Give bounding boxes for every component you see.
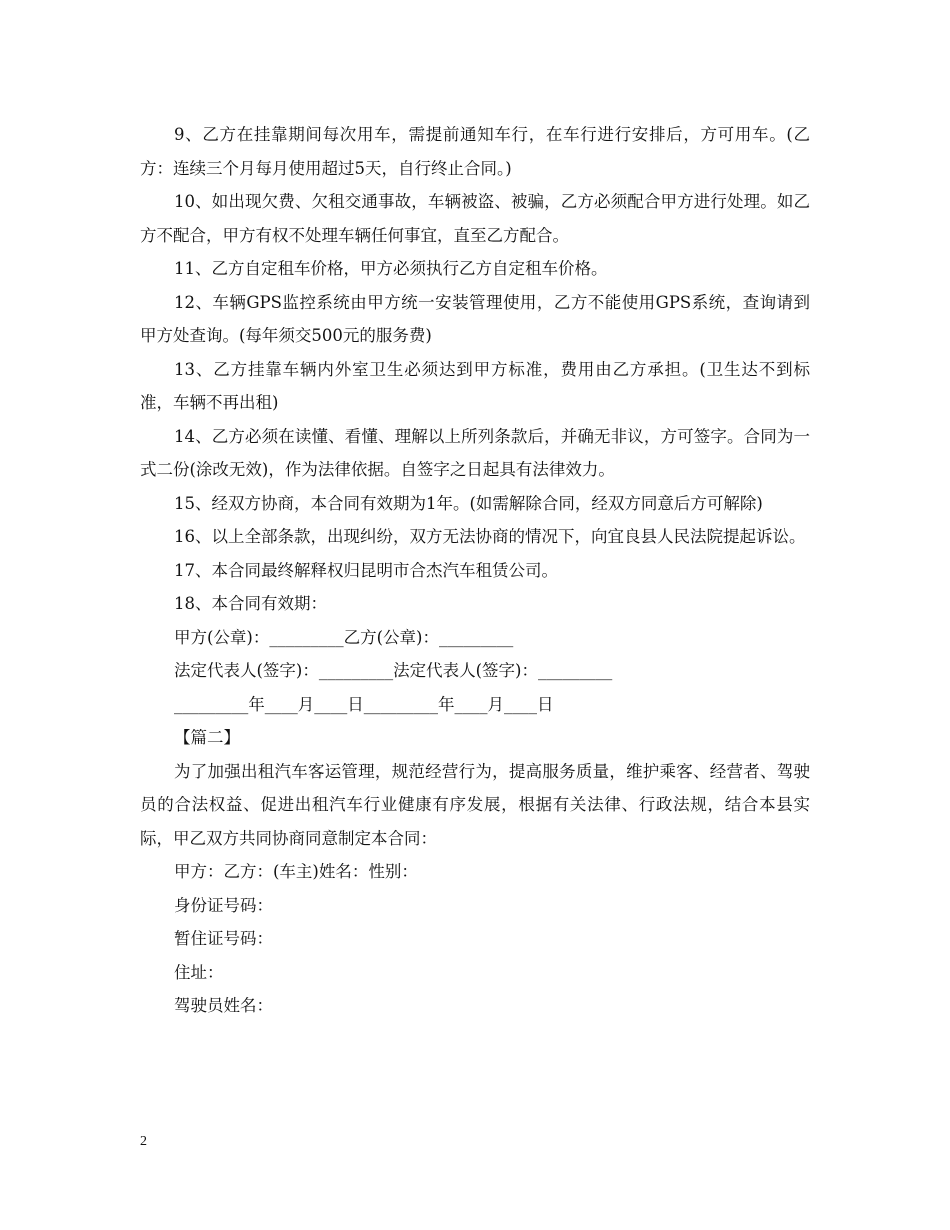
preamble: 为了加强出租汽车客运管理，规范经营行为，提高服务质量，维护乘客、经营者、驾驶员的合法权益、促进出租汽车行业健康有序发展，根据有关法律、行政法规，结合本县实际，甲乙双方共同协商同意制定本合同： bbox=[140, 761, 810, 848]
clause-14: 14、乙方必须在读懂、看懂、理解以上所列条款后，并确无非议，方可签字。合同为一式二份(涂改无效)，作为法律依据。自签字之日起具有法律效力。 bbox=[140, 426, 810, 479]
clause-13: 13、乙方挂靠车辆内外室卫生必须达到甲方标准，费用由乙方承担。(卫生达不到标准，车辆不再出租) bbox=[140, 359, 810, 412]
page-number: 2 bbox=[140, 1134, 147, 1149]
clause-10: 10、如出现欠费、欠租交通事故，车辆被盗、被骗，乙方必须配合甲方进行处理。如乙方不配合，甲方有权不处理车辆任何事宜，直至乙方配合。 bbox=[140, 192, 810, 245]
signature-line: 法定代表人(签字)：_________法定代表人(签字)：_________ bbox=[174, 661, 613, 680]
clause-11: 11、乙方自定租车价格，甲方必须执行乙方自定租车价格。 bbox=[174, 259, 608, 278]
date-line: _________年____月____日_________年____月____日 bbox=[174, 694, 554, 714]
clause-9: 9、乙方在挂靠期间每次用车，需提前通知车行，在车行进行安排后，方可用车。(乙方：连续三个月每月使用超过5天，自行终止合同。) bbox=[140, 125, 810, 178]
driver-name-field: 驾驶员姓名： bbox=[174, 996, 273, 1015]
clause-15: 15、经双方协商，本合同有效期为1年。(如需解除合同，经双方同意后方可解除) bbox=[174, 493, 763, 513]
residence-permit-field: 暂住证号码： bbox=[174, 929, 273, 948]
id-number-field: 身份证号码： bbox=[174, 895, 273, 915]
document-body bbox=[140, 118, 810, 1023]
clause-18: 18、本合同有效期： bbox=[174, 594, 327, 613]
seal-line: 甲方(公章)：_________乙方(公章)：_________ bbox=[174, 627, 514, 647]
clause-16: 16、以上全部条款，出现纠纷，双方无法协商的情况下，向宜良县人民法院提起诉讼。 bbox=[174, 527, 806, 546]
section-heading: 【篇二】 bbox=[174, 728, 240, 747]
clause-17: 17、本合同最终解释权归昆明市合杰汽车租赁公司。 bbox=[174, 560, 558, 580]
address-field: 住址： bbox=[174, 962, 224, 982]
clause-12: 12、车辆GPS监控系统由甲方统一安装管理使用，乙方不能使用GPS系统，查询请到甲方处查询。(每年须交500元的服务费) bbox=[140, 292, 810, 345]
party-line: 甲方：乙方：(车主)姓名：性别： bbox=[174, 862, 418, 881]
